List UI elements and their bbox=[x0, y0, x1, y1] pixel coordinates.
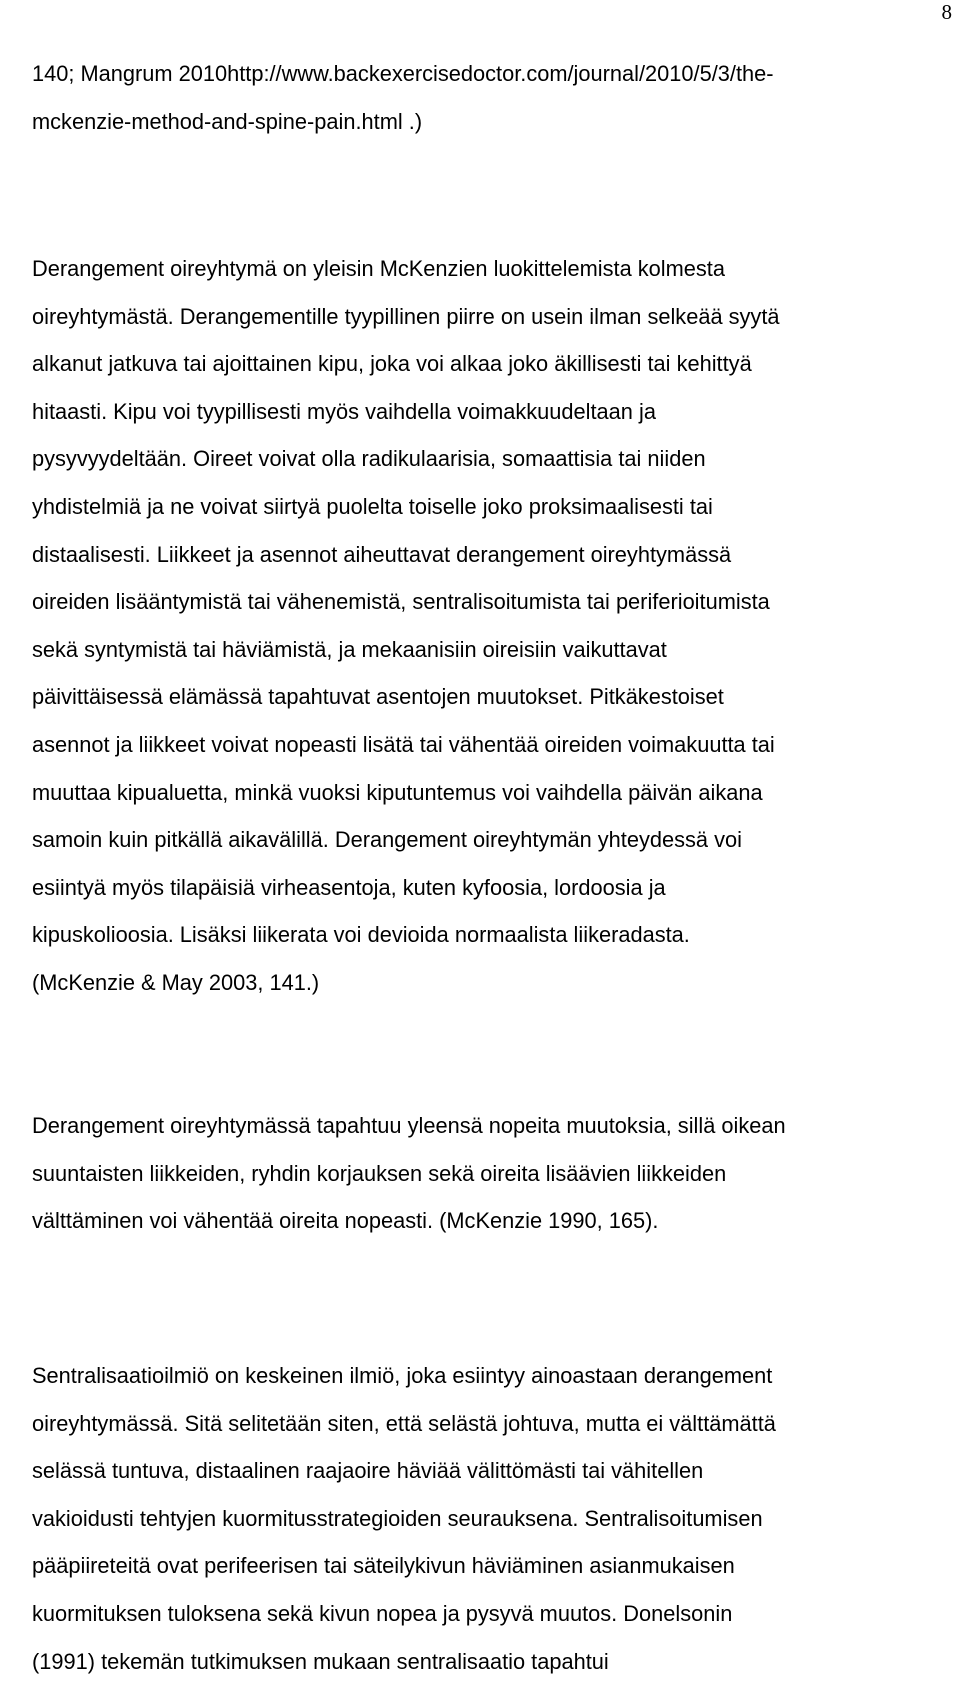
text-line: oireyhtymästä. Derangementille tyypillinen piirre on usein ilman selkeää syytä bbox=[32, 303, 780, 329]
text-line: muuttaa kipualuetta, minkä vuoksi kiputuntemus voi vaihdella päivän aikana bbox=[32, 779, 763, 805]
text-line: oireyhtymässä. Sitä selitetään siten, että selästä johtuva, mutta ei välttämättä bbox=[32, 1410, 776, 1436]
text-line: 140; Mangrum 2010http://www.backexercisedoctor.com/journal/2010/5/3/the- bbox=[32, 61, 774, 86]
text-line: välttäminen voi vähentää oireita nopeasti. (McKenzie 1990, 165). bbox=[32, 1208, 659, 1234]
text-line: Derangement oireyhtymä on yleisin McKenzien luokittelemista kolmesta bbox=[32, 256, 725, 281]
text-line: (1991) tekemän tutkimuksen mukaan sentralisaatio tapahtui bbox=[32, 1648, 609, 1674]
text-line: hitaasti. Kipu voi tyypillisesti myös vaihdella voimakkuudeltaan ja bbox=[32, 398, 656, 424]
text-line: vakioidusti tehtyjen kuormitusstrategioiden seurauksena. Sentralisoitumisen bbox=[32, 1505, 763, 1531]
paragraph-derangement-syndrome bbox=[32, 245, 932, 1007]
text-line: mckenzie-method-and-spine-pain.html .) bbox=[32, 108, 423, 134]
text-line: (McKenzie & May 2003, 141.) bbox=[32, 969, 320, 995]
paragraph-centralisation bbox=[32, 1352, 932, 1685]
page-number: 8 bbox=[941, 0, 952, 24]
text-line: alkanut jatkuva tai ajoittainen kipu, joka voi alkaa joko äkillisesti tai kehittyä bbox=[32, 351, 752, 377]
text-line: pysyvyydeltään. Oireet voivat olla radikulaarisia, somaattisia tai niiden bbox=[32, 446, 706, 472]
paragraph-reference-continuation bbox=[32, 50, 932, 145]
text-line: kuormituksen tuloksena sekä kivun nopea ja pysyvä muutos. Donelsonin bbox=[32, 1600, 733, 1626]
text-line: suuntaisten liikkeiden, ryhdin korjauksen sekä oireita lisäävien liikkeiden bbox=[32, 1160, 727, 1186]
text-line: samoin kuin pitkällä aikavälillä. Derangement oireyhtymän yhteydessä voi bbox=[32, 827, 742, 853]
text-line: selässä tuntuva, distaalinen raajaoire häviää välittömästi tai vähitellen bbox=[32, 1458, 704, 1484]
text-line: distaalisesti. Liikkeet ja asennot aiheuttavat derangement oireyhtymässä bbox=[32, 541, 732, 567]
text-line: kipuskolioosia. Lisäksi liikerata voi devioida normaalista liikeradasta. bbox=[32, 922, 690, 948]
text-line: päivittäisessä elämässä tapahtuvat asentojen muutokset. Pitkäkestoiset bbox=[32, 684, 724, 710]
text-line: esiintyä myös tilapäisiä virheasentoja, kuten kyfoosia, lordoosia ja bbox=[32, 874, 666, 900]
text-line: pääpiireteitä ovat perifeerisen tai säteilykivun häviäminen asianmukaisen bbox=[32, 1553, 735, 1579]
text-line: yhdistelmiä ja ne voivat siirtyä puolelta toiselle joko proksimaalisesti tai bbox=[32, 493, 713, 519]
paragraph-derangement-changes bbox=[32, 1102, 932, 1245]
text-line: sekä syntymistä tai häviämistä, ja mekaanisiin oireisiin vaikuttavat bbox=[32, 636, 667, 662]
text-line: oireiden lisääntymistä tai vähenemistä, sentralisoitumista tai periferioitumista bbox=[32, 589, 770, 615]
text-line: Derangement oireyhtymässä tapahtuu yleensä nopeita muutoksia, sillä oikean bbox=[32, 1113, 786, 1138]
text-line: Sentralisaatioilmiö on keskeinen ilmiö, joka esiintyy ainoastaan derangement bbox=[32, 1363, 773, 1388]
text-line: asennot ja liikkeet voivat nopeasti lisätä tai vähentää oireiden voimakuutta tai bbox=[32, 731, 775, 757]
